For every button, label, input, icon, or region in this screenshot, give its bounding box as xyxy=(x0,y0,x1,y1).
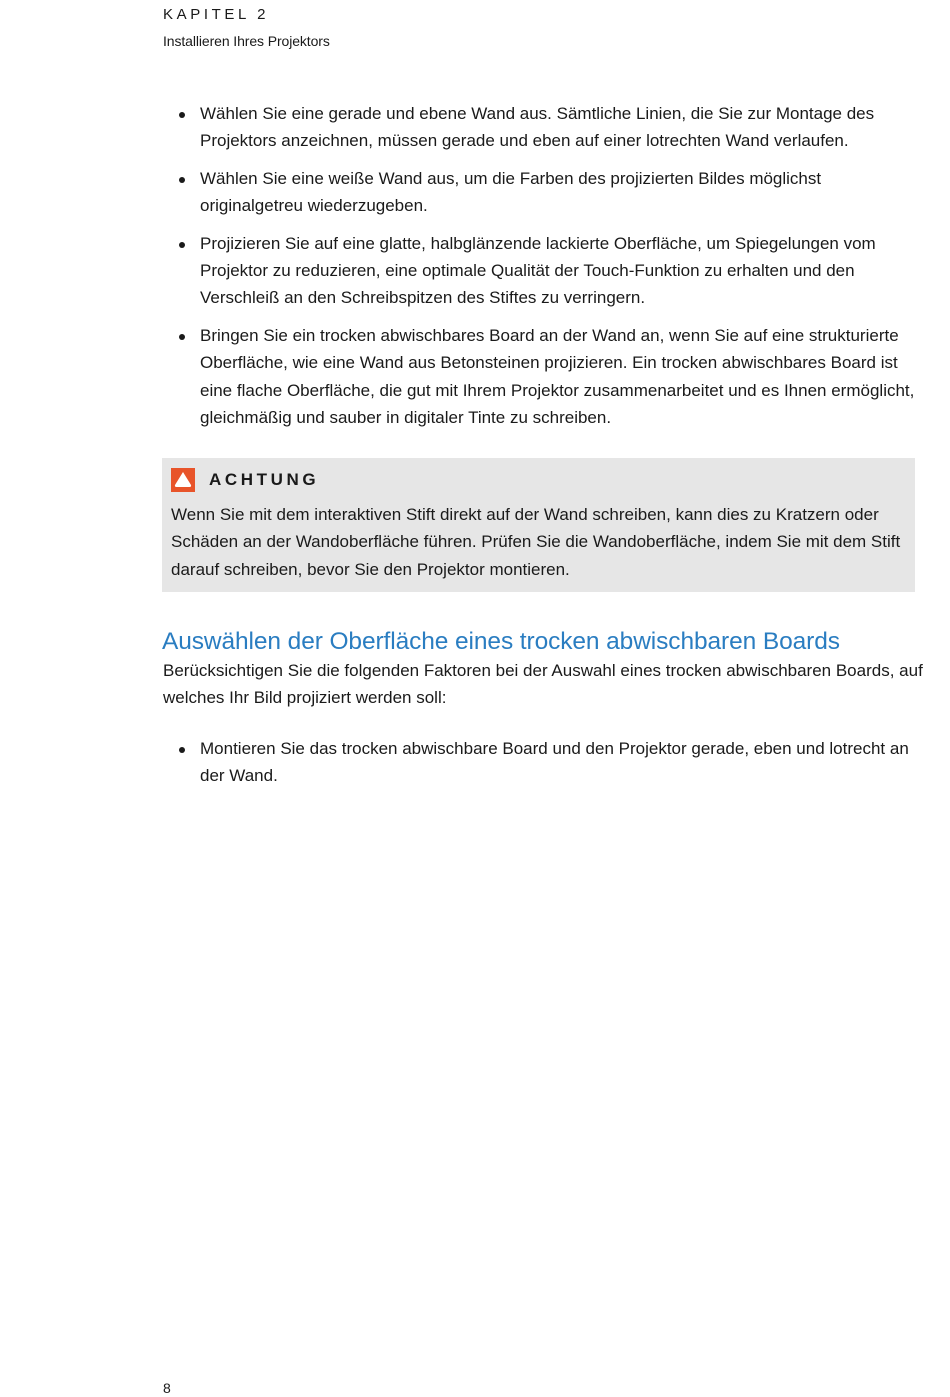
list-item xyxy=(163,100,923,155)
caution-title: ACHTUNG xyxy=(209,470,320,489)
chapter-subtitle: Installieren Ihres Projektors xyxy=(163,33,330,49)
bullet-icon xyxy=(179,177,185,183)
section-title: Auswählen der Oberfläche eines trocken abwischbaren Boards xyxy=(162,628,840,655)
caution-header xyxy=(171,468,906,492)
list-item xyxy=(163,230,923,312)
list-item-text: Bringen Sie ein trocken abwischbares Board an der Wand an, wenn Sie auf eine strukturierte Oberfläche, wie eine Wand aus Betonsteinen projizieren. Ein trocken abwischbares Board ist eine flache Oberfläche, die gut mit Ihrem Projektor zusammenarbeitet und es Ihnen ermöglicht, gleichmäßig und sauber in digitaler Tinte zu schreiben. xyxy=(200,325,915,428)
caution-box xyxy=(162,458,915,592)
page-number: 8 xyxy=(163,1380,171,1396)
list-item-text: Projizieren Sie auf eine glatte, halbglänzende lackierte Oberfläche, um Spiegelungen vom Projektor zu reduzieren, eine optimale Qualität der Touch-Funktion zu erhalten und den Verschleiß an den Schreibspitzen des Stiftes zu verringern. xyxy=(200,233,876,308)
list-item-text: Wählen Sie eine gerade und ebene Wand aus. Sämtliche Linien, die Sie zur Montage des Projektors anzeichnen, müssen gerade und eben auf einer lotrechten Wand verlaufen. xyxy=(200,104,875,151)
list-item xyxy=(163,322,923,432)
bullet-icon xyxy=(179,242,185,248)
list-item-text: Wählen Sie eine weiße Wand aus, um die Farben des projizierten Bildes möglichst originalgetreu wiederzugeben. xyxy=(200,168,822,216)
chapter-label: KAPITEL 2 xyxy=(163,6,270,23)
bullet-icon xyxy=(179,334,185,340)
wall-requirements-list xyxy=(163,100,923,441)
bullet-icon xyxy=(179,112,185,118)
bullet-icon xyxy=(179,747,185,753)
board-requirements-list xyxy=(163,735,923,800)
list-item xyxy=(163,735,923,790)
caution-text: Wenn Sie mit dem interaktiven Stift direkt auf der Wand schreiben, kann dies zu Kratzern oder Schäden an der Wandoberfläche führen. Prüfen Sie die Wandoberfläche, indem Sie mit dem Stift darauf schreiben, bevor Sie den Projektor montieren. xyxy=(171,505,901,579)
list-item xyxy=(163,165,923,220)
page-header xyxy=(163,6,330,50)
caution-triangle-icon xyxy=(171,468,195,492)
section-intro: Berücksichtigen Sie die folgenden Faktoren bei der Auswahl eines trocken abwischbaren Boards, auf welches Ihr Bild projiziert werden soll: xyxy=(163,661,923,708)
list-item-text: Montieren Sie das trocken abwischbare Board und den Projektor gerade, eben und lotrecht an der Wand. xyxy=(200,739,909,786)
